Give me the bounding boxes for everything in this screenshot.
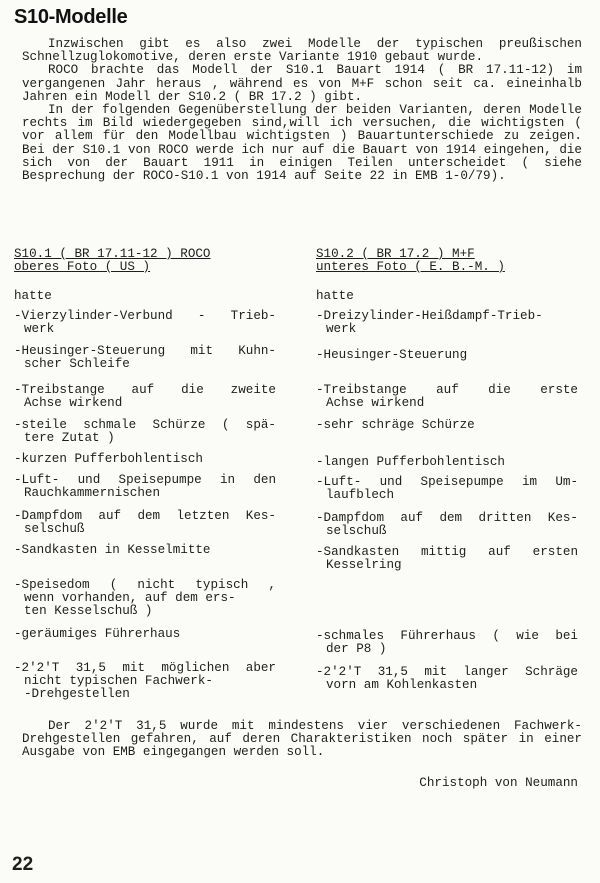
right-item: -langen Pufferbohlentisch: [316, 455, 505, 469]
intro-paragraph-1: Inzwischen gibt es also zwei Modelle der typischen preußischen Schnellzuglokomotive, deren erste Variante 1910 gebaut wurde.: [22, 37, 582, 65]
right-item: -Dreizylinder-Heißdampf-Trieb- werk: [316, 309, 543, 337]
left-item: -2'2'T 31,5 mit möglichen aber nicht typischen Fachwerk- -Drehgestellen: [14, 661, 276, 702]
closing-paragraph: Der 2'2'T 31,5 wurde mit mindestens vier verschiedenen Fachwerk-Drehgestellen gefahren, auf deren Charakteristiken noch später in einer Ausgabe von EMB eingegangen werden soll.: [22, 719, 582, 760]
intro-text: [22, 38, 582, 183]
left-column-subtitle: oberes Foto ( US ): [14, 260, 151, 274]
page-heading: S10-Modelle: [14, 6, 128, 28]
right-item: -Heusinger-Steuerung: [316, 348, 468, 362]
right-column-subtitle: unteres Foto ( E. B.-M. ): [316, 260, 505, 274]
left-item: -Sandkasten in Kesselmitte: [14, 543, 211, 557]
right-item: -Luft- und Speisepumpe im Um- laufblech: [316, 475, 578, 503]
left-item: -Heusinger-Steuerung mit Kuhn- scher Schleife: [14, 344, 276, 372]
left-item: -steile schmale Schürze ( spä- tere Zutat ): [14, 418, 276, 446]
right-item: -Dampfdom auf dem dritten Kes- selschuß: [316, 511, 578, 539]
left-item: -Speisedom ( nicht typisch , wenn vorhanden, auf dem ers- ten Kesselschuß ): [14, 578, 276, 619]
right-hatte: hatte: [316, 289, 354, 303]
right-column-header: [316, 248, 505, 274]
intro-paragraph-3: In der folgenden Gegenüberstellung der beiden Varianten, deren Modelle rechts im Bild wiedergegeben sind,will ich versuchen, die wichtigsten ( vor allem für den Modellbau wichtigsten ) Bauartunterschiede zu zeigen. Bei der S10.1 von ROCO werde ich nur auf die Bauart von 1914 eingehen, die sich von der Bauart 1911 in einigen Teilen unterscheidet ( siehe Besprechung der ROCO-S10.1 von 1914 auf Seite 22 in EMB 1-0/79).: [22, 103, 582, 184]
right-item: -sehr schräge Schürze: [316, 418, 475, 432]
page-number: 22: [12, 854, 34, 875]
author-signature: Christoph von Neumann: [419, 776, 578, 790]
right-item: -schmales Führerhaus ( wie bei der P8 ): [316, 629, 578, 657]
left-column-header: [14, 248, 211, 274]
right-item: -Treibstange auf die erste Achse wirkend: [316, 383, 578, 411]
right-item: -Sandkasten mittig auf ersten Kesselring: [316, 545, 578, 573]
right-item: -2'2'T 31,5 mit langer Schräge vorn am Kohlenkasten: [316, 665, 578, 693]
left-hatte: hatte: [14, 289, 52, 303]
left-item: -Luft- und Speisepumpe in den Rauchkammernischen: [14, 473, 276, 501]
intro-paragraph-2: ROCO brachte das Modell der S10.1 Bauart 1914 ( BR 17.11-12) im vergangenen Jahr heraus , während es von M+F schon seit ca. eineinhalb Jahren ein Modell der S10.2 ( BR 17.2 ) gibt.: [22, 63, 582, 104]
left-item: -geräumiges Führerhaus: [14, 627, 181, 641]
left-item: -kurzen Pufferbohlentisch: [14, 452, 203, 466]
left-item: -Treibstange auf die zweite Achse wirkend: [14, 383, 276, 411]
left-column-title: S10.1 ( BR 17.11-12 ) ROCO: [14, 247, 211, 261]
left-item: -Vierzylinder-Verbund - Trieb- werk: [14, 309, 276, 337]
left-item: -Dampfdom auf dem letzten Kes- selschuß: [14, 509, 276, 537]
right-column-title: S10.2 ( BR 17.2 ) M+F: [316, 247, 475, 261]
